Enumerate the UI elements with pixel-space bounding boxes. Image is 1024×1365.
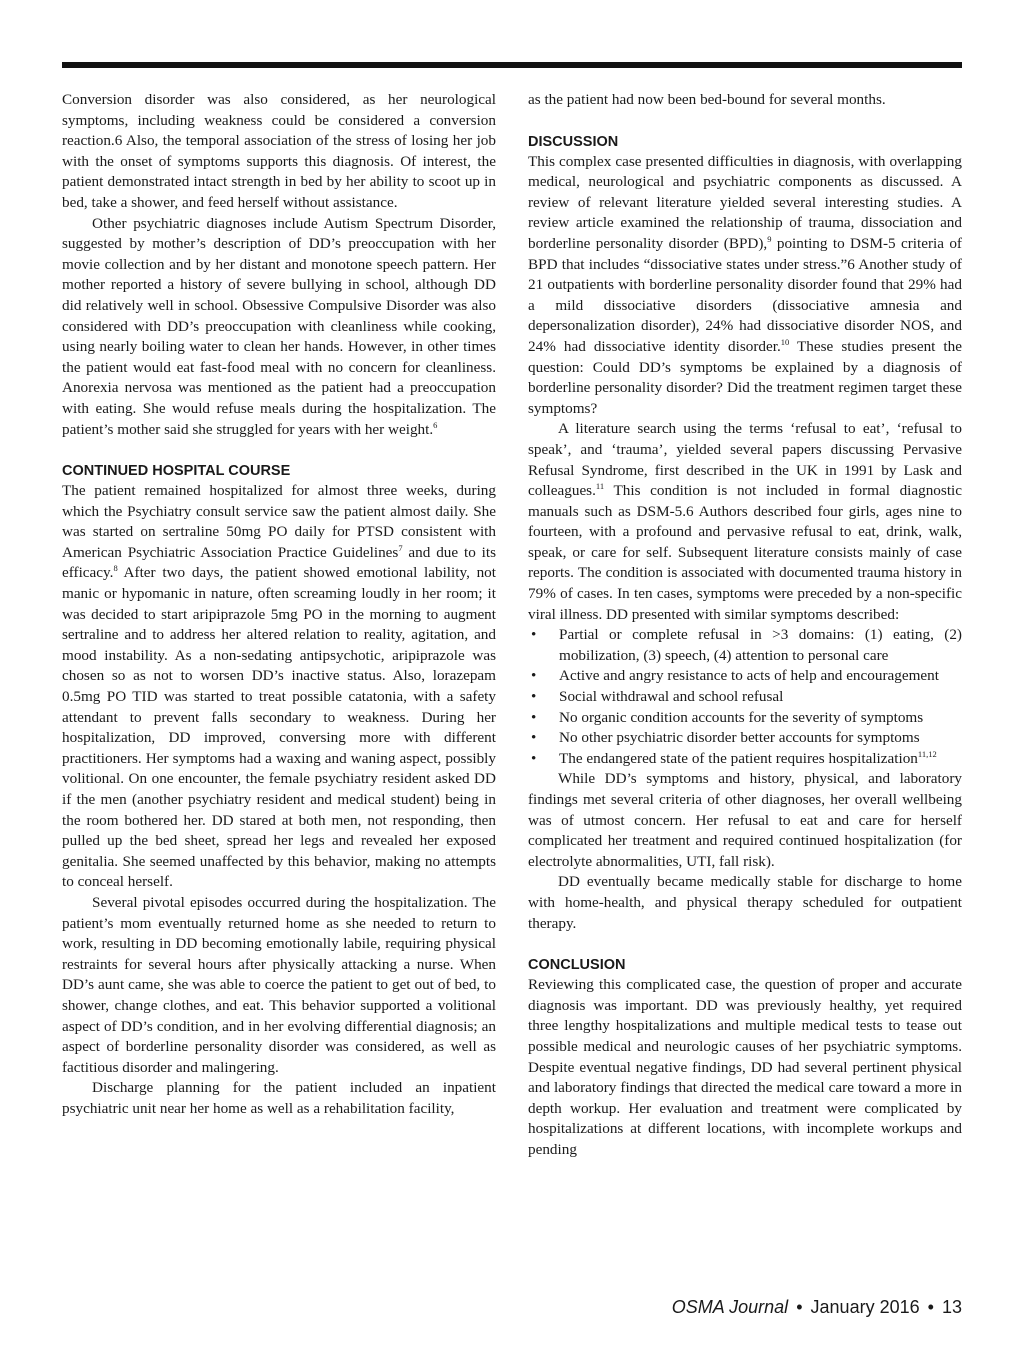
heading-discussion: DISCUSSION — [528, 133, 619, 150]
list-item: • No organic condition accounts for the severity of symptoms — [528, 708, 962, 729]
list-item — [528, 749, 962, 770]
heading-conclusion: CONCLUSION — [528, 957, 626, 974]
footer-separator: • — [796, 1297, 803, 1317]
paragraph-text: The patient remained hospitalized for almost three weeks, during which the Psychiatry consult service saw the patient almost daily. She was started on sertraline 50mg PO daily for PTSD consistent with American Psychiatric Association Practice Guidelines — [62, 482, 496, 561]
paragraph-discharge-planning: Discharge planning for the patient included an inpatient psychiatric unit near her home as well as a rehabilitation facility, — [62, 1079, 496, 1117]
paragraph-bed-bound: as the patient had now been bed-bound for several months. — [528, 91, 886, 108]
page-footer — [672, 1297, 962, 1318]
left-column — [62, 90, 496, 1120]
citation: 11,12 — [917, 748, 937, 759]
journal-name: OSMA Journal — [671, 1297, 789, 1317]
paragraph-discussion — [528, 152, 962, 420]
citation: 8 — [113, 563, 118, 574]
citation: 11 — [595, 481, 605, 492]
paragraph-wellbeing: While DD’s symptoms and history, physical, and laboratory findings met several criteria of other diagnoses, her overall wellbeing was of utmost concern. Her refusal to eat and care for herself complicated her treatment and required continued hospitalization (for electrolyte abnormalities, UTI, fall risk). — [528, 770, 962, 870]
citation: 6 — [433, 419, 438, 430]
paragraph-conclusion: Reviewing this complicated case, the question of proper and accurate diagnosis was important. DD was previously healthy, yet required three lengthy hospitalizations and multiple medical tests to tease out possible medical and neurologic causes of her psychiatric symptoms. Despite eventual negative findings, DD had several pertinent physical and laboratory findings that directed the medical care toward a more in depth workup. Her evaluation and treatment were complicated by hospitalizations at different locations, with incomplete workups and pending — [528, 976, 962, 1158]
paragraph-discharge: DD eventually became medically stable for discharge to home with home-health, and physical therapy scheduled for outpatient therapy. — [528, 873, 962, 932]
citation: 10 — [780, 336, 790, 347]
heading-continued-hospital-course: CONTINUED HOSPITAL COURSE — [62, 463, 291, 480]
paragraph-text: These studies present the question: Could DD’s symptoms be explained by a diagnosis of borderline personality disorder? Did the treatment regimen target these symptoms? — [528, 337, 962, 417]
paragraph-text: pointing to DSM-5 criteria of BPD that includes “dissociative states under stress.”6 Another study of 21 outpatients with borderline personality disorder found that 29% had a mild dissociative disorders (dissociative amnesia and depersonalization disorder), 24% had dissociative disorder NOS, and 24% had dissociative identity disorder. — [528, 234, 962, 355]
paragraph-hospital-course — [62, 481, 496, 893]
citation: 7 — [398, 542, 403, 553]
paragraph-text: Other psychiatric diagnoses include Autism Spectrum Disorder, suggested by mother’s description of DD’s preoccupation with her movie collection and by her distant and monotone speech pattern. Her mother reported a history of severe bullying in school, although DD did relatively well in school. Obsessive Compulsive Disorder was also considered with DD’s preoccupation with cleanliness while cooking, using nearly boiling water to clean her hands. However, in other times the patient would eat fast-food meal with no concern for cleanliness. Anorexia nervosa was mentioned as the patient had a preoccupation with eating. She would refuse meals during the hospitalization. The patient’s mother said she struggled for years with her weight. — [62, 214, 496, 438]
paragraph-literature-search — [528, 419, 962, 625]
paragraph-text: This complex case presented difficulties in diagnosis, with overlapping medical, neurological and psychiatric components as discussed. A review of relevant literature yielded several interesting studies. A review article examined the relationship of trauma, dissociation and borderline personality disorder (BPD), — [528, 152, 962, 252]
top-rule — [62, 62, 962, 68]
paragraph-text: After two days, the patient showed emotional lability, not manic or hypomanic in nature, often screaming loudly in her room; it was decided to start aripiprazole 5mg PO in the morning to augment sertraline and to address her altered relation to reality, agitation, and mood instability. As a non-sedating antipsychotic, aripiprazole was chosen so as not to worsen DD’s inactive status. Also, lorazepam 0.5mg PO TID was started to treat possible catatonia, with a safety attendant to prevent falls secondary to weakness. During her hospitalization, DD improved, conversing more with different practitioners. Her symptoms had a waxing and waning aspect, possibly volitional. On one encounter, the female psychiatry resident asked DD if the men (another psychiatry resident and medical student) being in the room bothered her. DD stared at both men, not responding, then pulled up the bed sheet, spread her legs and revealed her exposed genitalia. She seemed unaffected by this behavior, making no attempts to conceal herself. — [62, 564, 496, 891]
list-item-text: The endangered state of the patient requires hospitalization — [559, 749, 918, 767]
citation: 9 — [767, 233, 772, 244]
list-item: • Partial or complete refusal in >3 domains: (1) eating, (2) mobilization, (3) speech, (4) attention to personal care — [528, 625, 962, 666]
paragraph-conversion-disorder: Conversion disorder was also considered, as her neurological symptoms, including weakness could be considered a conversion reaction.6 Also, the temporal association of the stress of losing her job with the onset of symptoms supports this diagnosis. Of interest, the patient demonstrated intact strength in bed by her ability to scoot up in bed, take a shower, and feed herself without assistance. — [62, 91, 496, 211]
list-item: • Social withdrawal and school refusal — [528, 687, 962, 708]
paragraph-text: A literature search using the terms ‘refusal to eat’, ‘refusal to speak’, and ‘trauma’, yielded several papers discussing Pervasive Refusal Syndrome, first described in the UK in 1991 by Lask and colleagues. — [528, 420, 962, 500]
list-item: • No other psychiatric disorder better accounts for symptoms — [528, 728, 962, 749]
list-item: • Active and angry resistance to acts of help and encouragement — [528, 666, 962, 687]
paragraph-text: This condition is not included in formal diagnostic manuals such as DSM-5.6 Authors described four girls, ages nine to fourteen, with a profound and pervasive refusal to eat, drink, walk, speak, or care for self. Subsequent literature consists mainly of case reports. The condition is associated with documented trauma history in 79% of cases. In ten cases, symptoms were preceded by a non-specific viral illness. DD presented with similar symptoms described: — [528, 482, 962, 623]
issue-date: January 2016 — [810, 1297, 920, 1317]
right-column — [528, 90, 962, 1161]
page-number: 13 — [941, 1297, 962, 1317]
paragraph-pivotal-episodes: Several pivotal episodes occurred during the hospitalization. The patient’s mom eventually returned home as she needed to return to work, resulting in DD becoming emotionally labile, requiring physical restraints for several hours after physically attacking a nurse. When DD’s aunt came, she was able to coerce the patient to get out of bed, to shower, change clothes, and eat. This behavior supported a volitional aspect of DD’s condition, and in her evolving differential diagnosis; an aspect of borderline personality disorder was considered, as well as factitious disorder and malingering. — [62, 893, 496, 1076]
paragraph-other-diagnoses — [62, 214, 496, 441]
footer-separator: • — [927, 1297, 934, 1317]
symptom-list — [528, 625, 962, 769]
paragraph-text: and due to its efficacy. — [62, 543, 496, 582]
